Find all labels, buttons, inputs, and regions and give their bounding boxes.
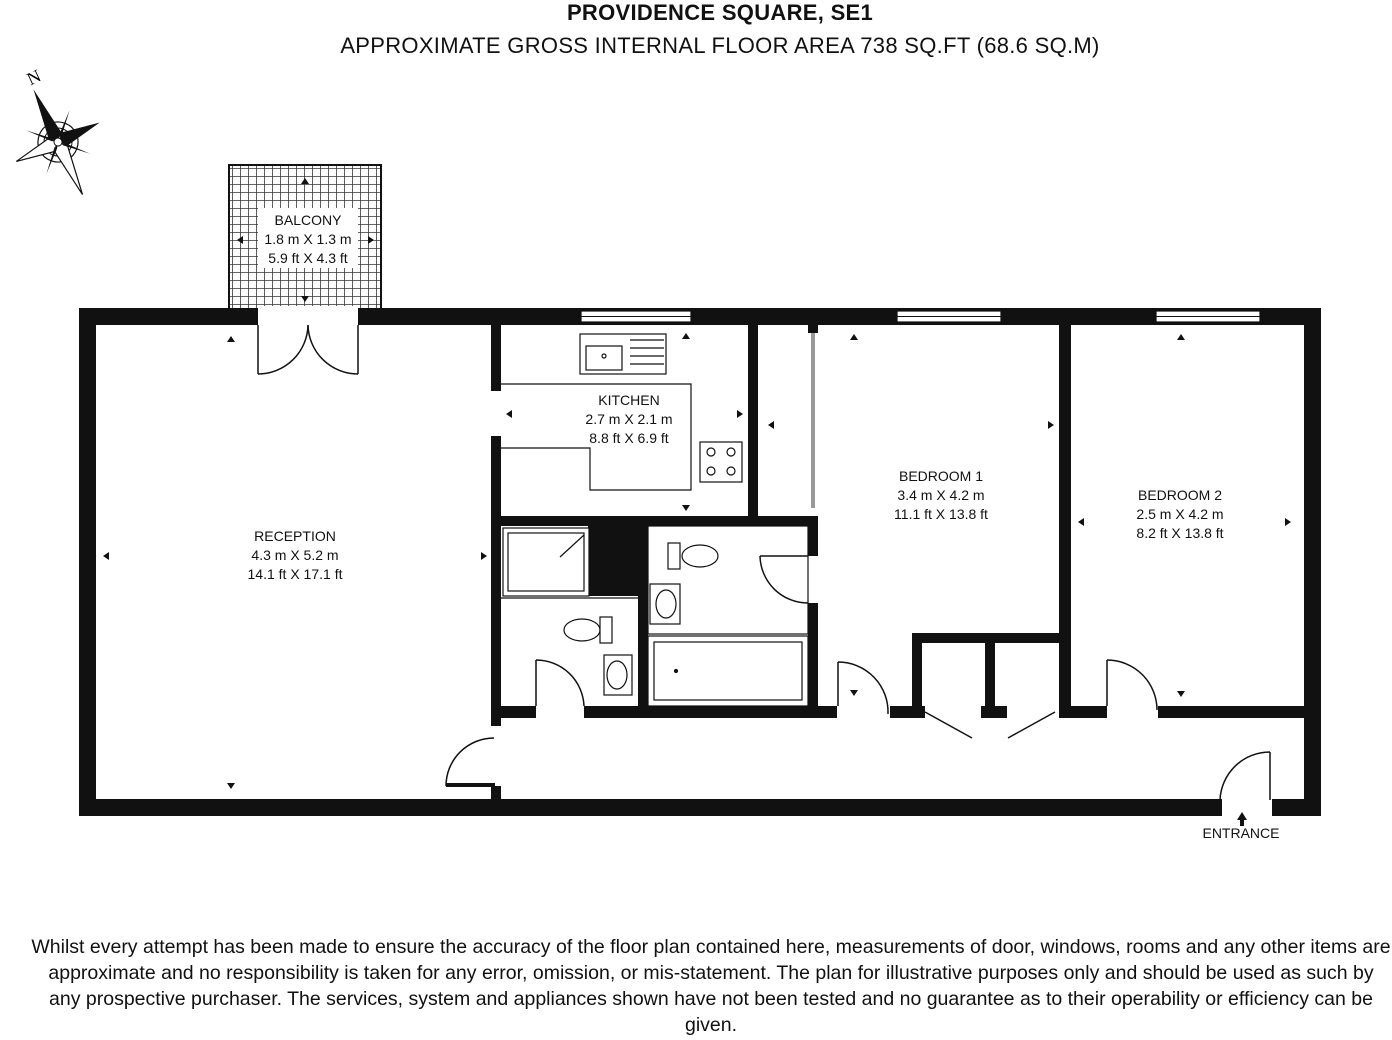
bedroom2-imperial: 8.2 ft X 13.8 ft	[1136, 525, 1224, 541]
balcony-metric: 1.8 m X 1.3 m	[264, 231, 352, 247]
bedroom2-label	[1136, 487, 1223, 541]
compass-north-label: N	[23, 65, 45, 90]
bedroom1-door[interactable]	[838, 662, 888, 714]
bedroom1-name: BEDROOM 1	[898, 468, 984, 484]
bedroom2-name: BEDROOM 2	[1137, 487, 1223, 503]
disclaimer-text: Whilst every attempt has been made to ensure the accuracy of the floor plan contained here, measurements of door, windows, rooms and any other items are approximate and no responsibility is taken for any error, omission, or mis-statement. The plan for illustrative purposes only and should be used as such by any prospective purchaser. The services, system and appliances shown have not been tested and no guarantee as to their operability or efficiency can be given.	[31, 936, 1391, 1036]
hob-icon	[700, 442, 742, 482]
bedroom2-door[interactable]	[1107, 660, 1157, 710]
reception-metric: 4.3 m X 5.2 m	[251, 547, 339, 563]
balcony-door-opening	[258, 306, 358, 327]
plan-title: PROVIDENCE SQUARE, SE1	[566, 0, 874, 25]
kitchen-name: KITCHEN	[598, 392, 660, 408]
floor-area-subtitle: APPROXIMATE GROSS INTERNAL FLOOR AREA 738 SQ.FT (68.6 SQ.M)	[340, 33, 1100, 58]
kitchen-metric: 2.7 m X 2.1 m	[585, 411, 673, 427]
reception-imperial: 14.1 ft X 17.1 ft	[247, 566, 343, 582]
entrance-opening	[1222, 797, 1272, 818]
toilet-icon	[564, 617, 612, 643]
bedroom2-metric: 2.5 m X 4.2 m	[1136, 506, 1224, 522]
shower-tray-icon	[503, 528, 589, 596]
reception-label	[248, 528, 343, 582]
bedroom1-metric: 3.4 m X 4.2 m	[897, 487, 985, 503]
sink-icon	[580, 334, 666, 374]
wc-door[interactable]	[536, 660, 584, 706]
balcony-door[interactable]	[258, 325, 358, 374]
windows	[581, 311, 1260, 322]
bathroom-door[interactable]	[760, 556, 808, 603]
basin-icon	[604, 655, 632, 695]
bathroom-fixtures	[648, 526, 808, 706]
reception-name: RECEPTION	[254, 528, 336, 544]
balcony-name: BALCONY	[274, 212, 342, 228]
bedroom1-imperial: 11.1 ft X 13.8 ft	[894, 506, 988, 522]
kitchen-imperial: 8.8 ft X 6.9 ft	[589, 430, 669, 446]
balcony-label	[264, 212, 351, 266]
kitchen-label	[585, 392, 672, 446]
entrance-label: ENTRANCE	[1202, 825, 1280, 841]
reception-door[interactable]	[446, 738, 494, 786]
compass-icon	[0, 70, 124, 214]
bedroom1-label	[894, 468, 988, 522]
balcony-imperial: 5.9 ft X 4.3 ft	[268, 250, 348, 266]
entrance-door[interactable]	[1220, 752, 1270, 800]
